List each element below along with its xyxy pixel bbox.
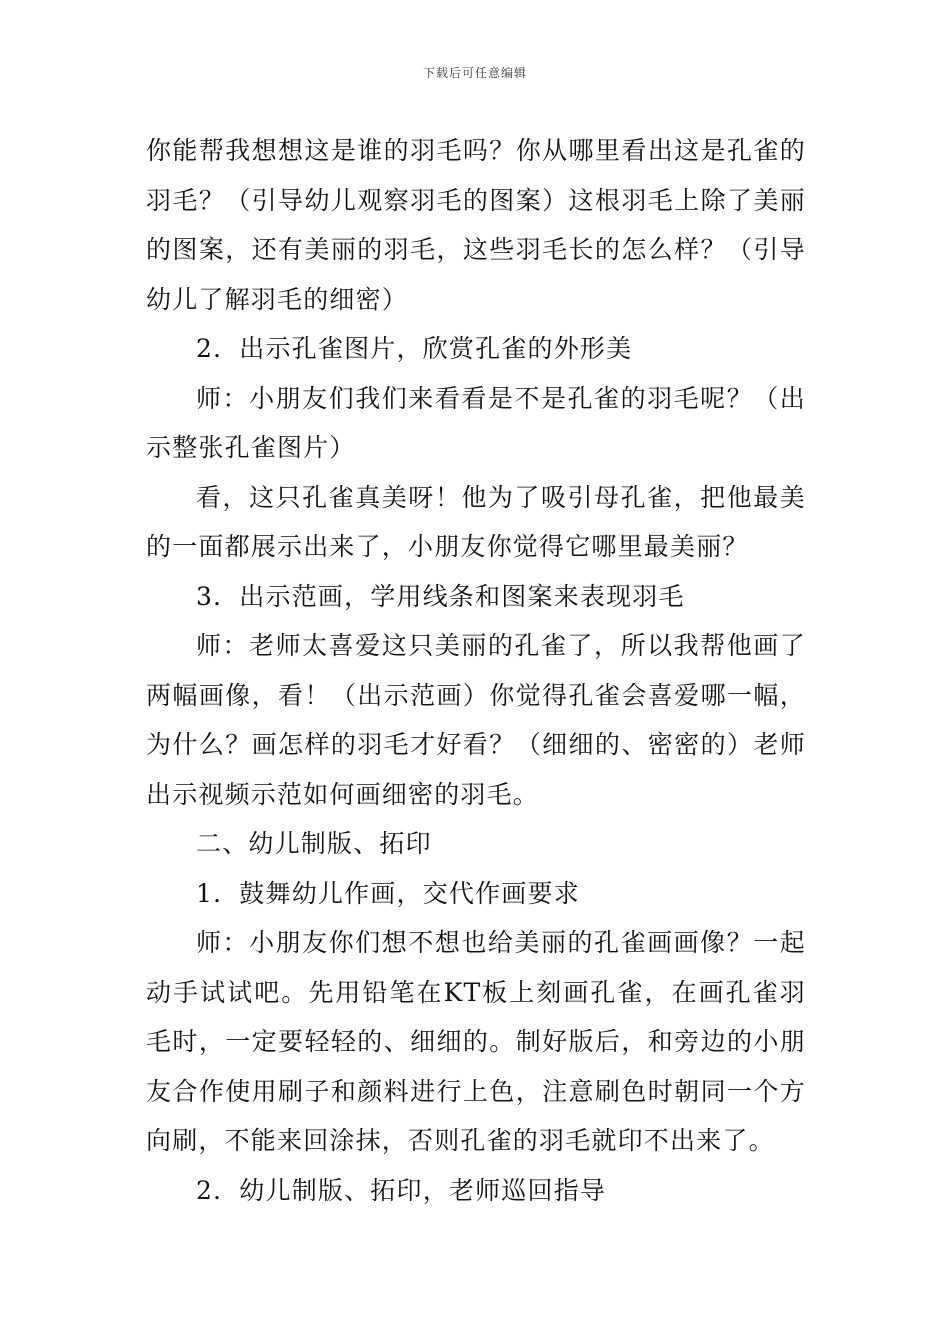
paragraph: 师：小朋友们我们来看看是不是孔雀的羽毛呢？（出示整张孔雀图片） xyxy=(146,383,806,462)
document-body xyxy=(146,126,806,1215)
section-heading: 二、幼儿制版、拓印 xyxy=(196,829,432,858)
section-heading: 1．鼓舞幼儿作画，交代作画要求 xyxy=(196,878,580,908)
section-heading: 3．出示范画，学用线条和图案来表现羽毛 xyxy=(196,581,685,611)
section-heading: 2．出示孔雀图片，欣赏孔雀的外形美 xyxy=(196,334,633,363)
paragraph: 师：老师太喜爱这只美丽的孔雀了，所以我帮他画了两幅画像，看！（出示范画）你觉得孔雀会喜爱哪一幅，为什么？画怎样的羽毛才好看？（细细的、密密的）老师出示视频示范如何画细密的羽毛。 xyxy=(146,631,806,809)
paragraph: 师：小朋友你们想不想也给美丽的孔雀画画像？一起动手试试吧。先用铅笔在KT板上刻画孔雀，在画孔雀羽毛时，一定要轻轻的、细细的。制好版后，和旁边的小朋友合作使用刷子和颜料进行上色，注意刷色时朝同一个方向刷，不能来回涂抹，否则孔雀的羽毛就印不出来了。 xyxy=(146,928,806,1155)
page-header: 下载后可任意编辑 xyxy=(422,66,527,80)
section-heading: 2．幼儿制版、拓印，老师巡回指导 xyxy=(196,1175,607,1205)
paragraph: 看，这只孔雀真美呀！他为了吸引母孔雀，把他最美的一面都展示出来了，小朋友你觉得它哪里最美丽？ xyxy=(146,482,806,561)
paragraph: 你能帮我想想这是谁的羽毛吗？你从哪里看出这是孔雀的羽毛？（引导幼儿观察羽毛的图案）这根羽毛上除了美丽的图案，还有美丽的羽毛，这些羽毛长的怎么样？（引导幼儿了解羽毛的细密） xyxy=(146,136,806,314)
